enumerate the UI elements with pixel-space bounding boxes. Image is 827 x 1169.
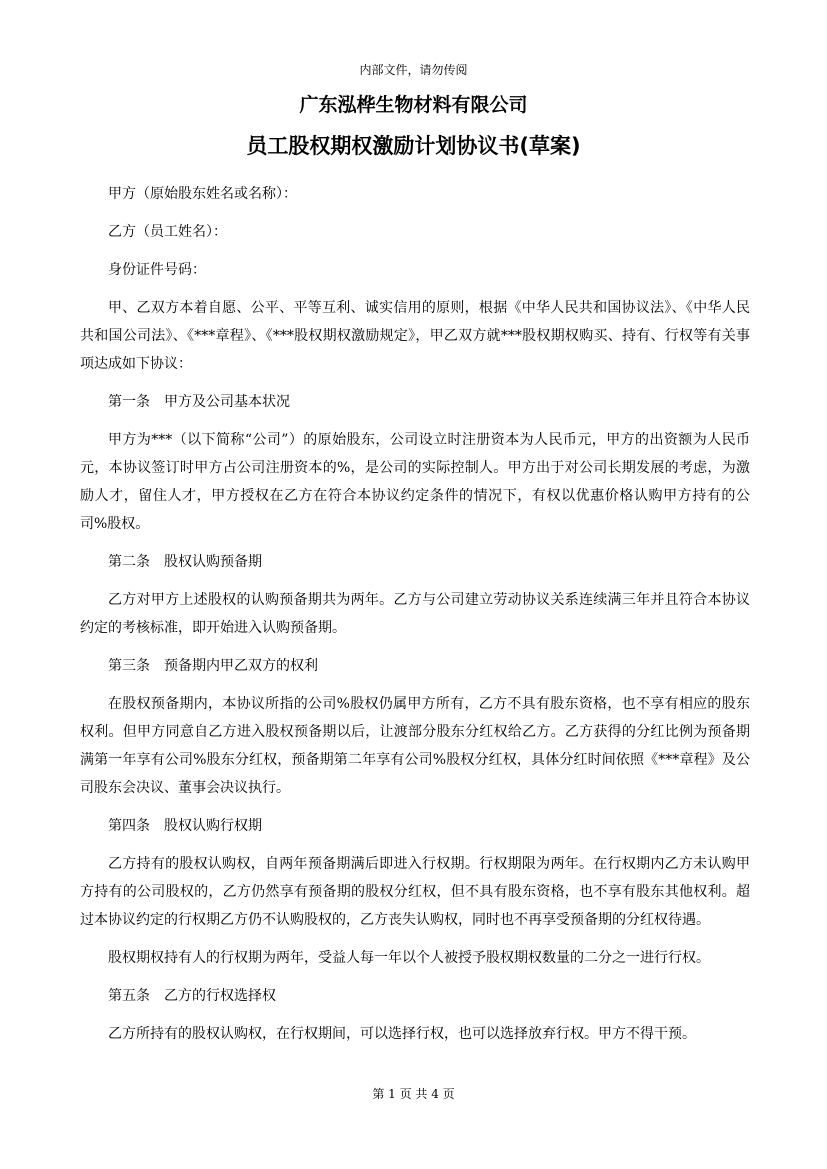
party-b-line: 乙方（员工姓名）： — [108, 224, 227, 240]
party-a-line: 甲方（原始股东姓名或名称）： — [108, 186, 297, 202]
article-2-paragraph: 乙方对甲方上述股权的认购预备期共为两年。乙方与公司建立劳动协议关系连续满三年并且符合本协议约定的考核标准，即开始进入认购预备期。 — [80, 592, 750, 636]
document-body — [80, 180, 750, 1058]
article-2-heading: 第二条 股权认购预备期 — [108, 554, 262, 570]
article-3-paragraph: 在股权预备期内，本协议所指的公司%股权仍属甲方所有，乙方不具有股东资格，也不享有相应的股东权利。但甲方同意自乙方进入股权预备期以后，让渡部分股东分红权给乙方。乙方获得的分红比例为预备期满第一年享有公司%股东分红权，预备期第二年享有公司%股权分红权，具体分红时间依照《***章程》及公司股东会决议、董事会决议执行。 — [80, 696, 750, 796]
article-5-heading: 第五条 乙方的行权选择权 — [108, 988, 276, 1004]
id-number-line: 身份证件号码： — [108, 262, 206, 278]
page-number-footer: 第 1 页 共 4 页 — [372, 1087, 455, 1101]
preamble-paragraph: 甲、乙双方本着自愿、公平、平等互利、诚实信用的原则，根据《中华人民共和国协议法》、《中华人民共和国公司法》、《***章程》、《***股权期权激励规定》，甲乙双方就***股权期权购买、持有、行权等有关事项达成如下协议： — [80, 300, 750, 372]
article-4-heading: 第四条 股权认购行权期 — [108, 818, 262, 834]
article-1-paragraph: 甲方为***（以下简称“公司”）的原始股东，公司设立时注册资本为人民币元，甲方的出资额为人民币元，本协议签订时甲方占公司注册资本的%，是公司的实际控制人。甲方出于对公司长期发展的考虑，为激励人才，留住人才，甲方授权在乙方在符合本协议约定条件的情况下，有权以优惠价格认购甲方持有的公司%股权。 — [80, 432, 750, 532]
article-5-paragraph: 乙方所持有的股权认购权，在行权期间，可以选择行权，也可以选择放弃行权。甲方不得干预。 — [108, 1026, 696, 1042]
article-4-paragraph-2: 股权期权持有人的行权期为两年，受益人每一年以个人被授予股权期权数量的二分之一进行行权。 — [108, 950, 710, 966]
document-title: 员工股权期权激励计划协议书(草案) — [246, 134, 581, 158]
company-name: 广东泓桦生物材料有限公司 — [299, 94, 528, 116]
article-4-paragraph: 乙方持有的股权认购权，自两年预备期满后即进入行权期。行权期限为两年。在行权期内乙方未认购甲方持有的公司股权的，乙方仍然享有预备期的股权分红权，但不具有股东资格，也不享有股东其他权利。超过本协议约定的行权期乙方仍不认购股权的，乙方丧失认购权，同时也不再享受预备期的分红权待遇。 — [80, 856, 750, 928]
confidential-note: 内部文件，请勿传阅 — [359, 63, 468, 77]
article-3-heading: 第三条 预备期内甲乙双方的权利 — [108, 658, 318, 674]
article-1-heading: 第一条 甲方及公司基本状况 — [108, 394, 290, 410]
